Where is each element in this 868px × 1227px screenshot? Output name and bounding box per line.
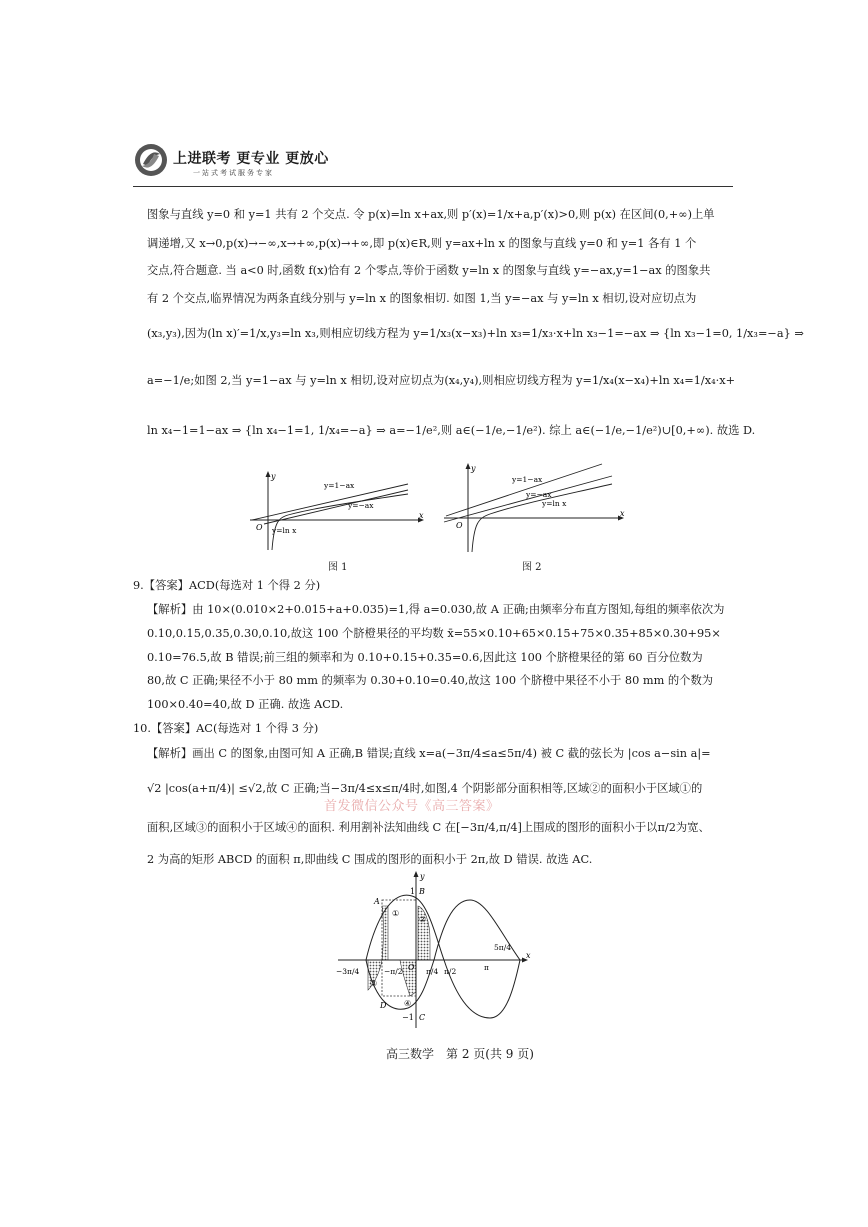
figure-1	[244, 468, 430, 556]
header-divider	[133, 186, 733, 187]
fig3-region-4: ④	[404, 999, 412, 1008]
q8-line: 交点,符合题意. 当 a<0 时,函数 f(x)恰有 2 个零点,等价于函数 y=ln x 的图象与直线 y=−ax,y=1−ax 的图象共	[147, 264, 711, 277]
fig3-tick-5pi4: 5π/4	[494, 943, 511, 952]
fig3-point-a: A	[374, 897, 380, 906]
q10-line: 2 为高的矩形 ABCD 的面积 π,即曲线 C 围成的图形的面积小于 2π,故 D 错误. 故选 AC.	[147, 853, 593, 866]
fig2-y-label: y	[471, 464, 476, 473]
q8-line: (x₃,y₃),因为(ln x)′=1/x,y₃=ln x₃,则相应切线方程为 y=1/x₃(x−x₃)+ln x₃=1/x₃·x+ln x₃−1=−ax ⇒ {ln x₃−1=0, 1/x₃=−a} ⇒	[147, 327, 804, 340]
q10-line: 【解析】画出 C 的图象,由图可知 A 正确,B 错误;直线 x=a(−3π/4≤a≤5π/4) 被 C 截的弦长为 |cos a−sin a|=	[147, 747, 711, 760]
page-footer: 高三数学 第 2 页(共 9 页)	[386, 1047, 534, 1061]
q8-line: a=−1/e;如图 2,当 y=1−ax 与 y=ln x 相切,设对应切点为(x₄,y₄),则相应切线方程为 y=1/x₄(x−x₄)+ln x₄=1/x₄·x+	[147, 374, 736, 387]
q8-line: ln x₄−1=1−ax ⇒ {ln x₄−1=1, 1/x₄=−a} ⇒ a=−1/e²,则 a∈(−1/e,−1/e²). 综上 a∈(−1/e,−1/e²)∪[0,+∞). 故选 D.	[147, 424, 756, 437]
fig3-region-3: ③	[370, 979, 378, 988]
fig2-line2-label: y=−ax	[526, 490, 552, 499]
fig3-tick-neg-one: −1	[402, 1013, 414, 1022]
fig2-origin-label: O	[456, 521, 463, 530]
q10-answer: 10.【答案】AC(每选对 1 个得 3 分)	[133, 722, 319, 735]
fig3-point-c: C	[419, 1013, 426, 1022]
brand-logo-icon	[133, 142, 169, 178]
fig1-line2-label: y=−ax	[348, 501, 374, 510]
q10-line: 面积,区域③的面积小于区域④的面积. 利用割补法知曲线 C 在[−3π/4,π/4]上围成的图形的面积小于以π/2为宽、	[147, 821, 710, 834]
fig3-point-b: B	[419, 887, 425, 896]
fig2-line1-label: y=1−ax	[512, 475, 543, 484]
fig3-tick-m3pi4: −3π/4	[336, 967, 360, 976]
header-slogan: 上进联考 更专业 更放心	[173, 151, 329, 167]
fig3-region-2: ②	[419, 915, 427, 924]
fig1-y-label: y	[271, 472, 276, 481]
fig3-origin: O	[408, 963, 415, 972]
q8-line: 有 2 个交点,临界情况为两条直线分别与 y=ln x 的图象相切. 如图 1,当 y=−ax 与 y=ln x 相切,设对应切点为	[147, 292, 697, 305]
fig3-tick-pi: π	[484, 963, 489, 972]
fig3-tick-one: 1	[410, 887, 416, 896]
fig3-point-d: D	[380, 1001, 387, 1010]
fig1-origin-label: O	[256, 523, 263, 532]
fig3-x-label: x	[526, 951, 531, 960]
q8-line: 图象与直线 y=0 和 y=1 共有 2 个交点. 令 p(x)=ln x+ax,则 p′(x)=1/x+a,p′(x)>0,则 p(x) 在区间(0,+∞)上单	[147, 208, 715, 221]
figure-2	[440, 460, 630, 556]
fig3-y-label: y	[420, 872, 425, 881]
watermark: 首发微信公众号《高三答案》	[324, 799, 500, 814]
q9-line: 0.10=76.5,故 B 错误;前三组的频率和为 0.10+0.15+0.35=0.6,因此这 100 个脐橙果径的第 60 百分位数为	[147, 651, 703, 664]
fig3-tick-mpi2: −π/2	[384, 967, 403, 976]
fig3-tick-pi2: π/2	[444, 967, 457, 976]
figure-2-caption: 图 2	[522, 562, 542, 573]
q8-line: 调递增,又 x→0,p(x)→−∞,x→+∞,p(x)→+∞,即 p(x)∈R,则 y=ax+ln x 的图象与直线 y=0 和 y=1 各有 1 个	[147, 237, 697, 250]
fig3-tick-pi4: π/4	[426, 967, 439, 976]
fig2-curve-label: y=ln x	[542, 499, 567, 508]
figure-1-caption: 图 1	[328, 562, 348, 573]
fig1-x-label: x	[419, 511, 424, 520]
q9-line: 80,故 C 正确;果径不小于 80 mm 的频率为 0.30+0.10=0.40,故这 100 个脐橙中果径不小于 80 mm 的个数为	[147, 674, 714, 687]
fig3-region-1: ①	[392, 909, 400, 918]
q9-line: 【解析】由 10×(0.010×2+0.015+a+0.035)=1,得 a=0.030,故 A 正确;由频率分布直方图知,每组的频率依次为	[147, 603, 725, 616]
q9-answer: 9.【答案】ACD(每选对 1 个得 2 分)	[133, 579, 321, 592]
fig2-x-label: x	[620, 509, 625, 518]
figure-3	[330, 868, 540, 1036]
fig1-curve-label: y=ln x	[272, 526, 297, 535]
header-tagline: 一站式考试服务专家	[193, 169, 274, 177]
q9-line: 0.10,0.15,0.35,0.30,0.10,故这 100 个脐橙果径的平均数 x̄=55×0.10+65×0.15+75×0.35+85×0.30+95×	[147, 627, 721, 640]
page-header	[133, 140, 733, 190]
q10-line: √2 |cos(a+π/4)| ≤√2,故 C 正确;当−3π/4≤x≤π/4时,如图,4 个阴影部分面积相等,区域②的面积小于区域①的	[147, 782, 703, 795]
fig1-line1-label: y=1−ax	[324, 481, 355, 490]
q9-line: 100×0.40=40,故 D 正确. 故选 ACD.	[147, 698, 344, 711]
